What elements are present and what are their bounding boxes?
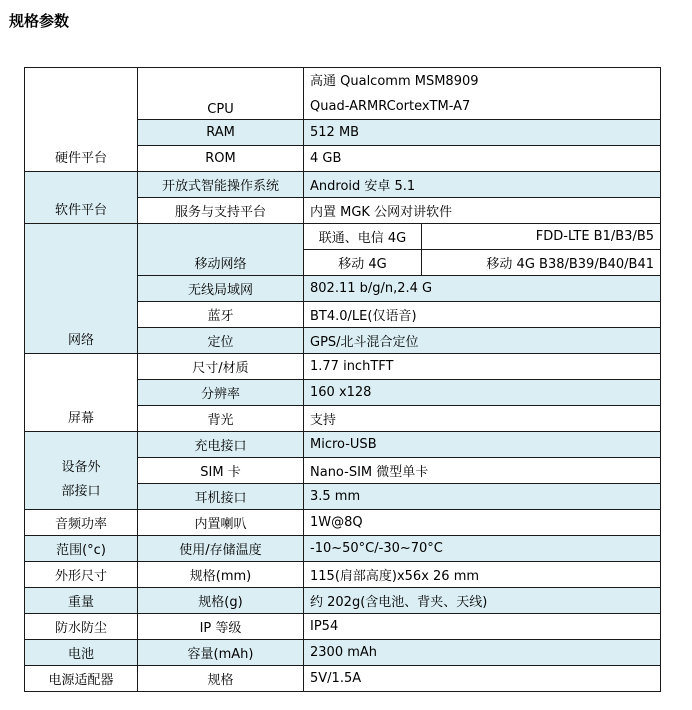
- section-hardware: 硬件平台: [25, 68, 138, 172]
- section-range: 范围(°c): [25, 536, 138, 562]
- row-value-backlight: 支持: [304, 406, 661, 432]
- row-value-screen-size: 1.77 inchTFT: [304, 354, 661, 380]
- row-value-wlan: 802.11 b/g/n,2.4 G: [304, 276, 661, 302]
- row-value-sim: Nano-SIM 微型单卡: [304, 458, 661, 484]
- section-network: 网络: [25, 224, 138, 354]
- section-io-line-2: 部接口: [61, 484, 101, 499]
- row-label-sim: SIM 卡: [138, 458, 304, 484]
- row-value-ip: IP54: [304, 614, 661, 640]
- mobile-row2-right: 移动 4G B38/B39/B40/B41: [422, 250, 661, 276]
- table-row: [25, 614, 661, 640]
- row-label-gps: 定位: [138, 328, 304, 354]
- mobile-row1-right: FDD-LTE B1/B3/B5: [422, 224, 661, 250]
- table-row: [25, 588, 661, 614]
- row-value-gps: GPS/北斗混合定位: [304, 328, 661, 354]
- row-label-dimension: 规格(mm): [138, 562, 304, 588]
- row-value-capacity: 2300 mAh: [304, 640, 661, 666]
- row-value-resolution: 160 x128: [304, 380, 661, 406]
- section-adapter: 电源适配器: [25, 666, 138, 692]
- mobile-row2-left: 移动 4G: [304, 250, 422, 276]
- section-io-line-1: 设备外: [61, 460, 101, 475]
- row-label-weight: 规格(g): [138, 588, 304, 614]
- row-label-ram: RAM: [138, 120, 304, 146]
- table-row: [25, 562, 661, 588]
- row-label-os: 开放式智能操作系统: [138, 172, 304, 198]
- row-label-charge: 充电接口: [138, 432, 304, 458]
- table-row: [25, 354, 661, 380]
- section-battery: 电池: [25, 640, 138, 666]
- row-value-weight: 约 202g(含电池、背夹、天线): [304, 588, 661, 614]
- page-title: 规格参数: [9, 12, 70, 30]
- table-row: [25, 510, 661, 536]
- table-row: [25, 224, 661, 250]
- row-value-bluetooth: BT4.0/LE(仅语音): [304, 302, 661, 328]
- row-value-service: 内置 MGK 公网对讲软件: [304, 198, 661, 224]
- table-row: [25, 172, 661, 198]
- row-label-wlan: 无线局域网: [138, 276, 304, 302]
- spec-table: [24, 67, 661, 692]
- row-value-temperature: -10~50°C/-30~70°C: [304, 536, 661, 562]
- table-row: [25, 666, 661, 692]
- table-row: [25, 68, 661, 120]
- section-software: 软件平台: [25, 172, 138, 224]
- row-label-screen-size: 尺寸/材质: [138, 354, 304, 380]
- row-value-cpu: [304, 68, 661, 120]
- row-label-earphone: 耳机接口: [138, 484, 304, 510]
- row-label-adapter: 规格: [138, 666, 304, 692]
- row-label-mobile: 移动网络: [138, 224, 304, 276]
- cpu-line-1: 高通 Qualcomm MSM8909: [310, 73, 479, 89]
- section-audio: 音频功率: [25, 510, 138, 536]
- row-label-backlight: 背光: [138, 406, 304, 432]
- row-label-rom: ROM: [138, 146, 304, 172]
- section-weight: 重量: [25, 588, 138, 614]
- row-value-rom: 4 GB: [304, 146, 661, 172]
- row-label-temperature: 使用/存储温度: [138, 536, 304, 562]
- section-size: 外形尺寸: [25, 562, 138, 588]
- row-label-bluetooth: 蓝牙: [138, 302, 304, 328]
- row-label-service: 服务与支持平台: [138, 198, 304, 224]
- row-label-resolution: 分辨率: [138, 380, 304, 406]
- section-screen: 屏幕: [25, 354, 138, 432]
- row-value-charge: Micro-USB: [304, 432, 661, 458]
- row-label-capacity: 容量(mAh): [138, 640, 304, 666]
- table-row: [25, 536, 661, 562]
- row-value-earphone: 3.5 mm: [304, 484, 661, 510]
- row-label-cpu: CPU: [138, 68, 304, 120]
- row-label-speaker: 内置喇叭: [138, 510, 304, 536]
- row-value-os: Android 安卓 5.1: [304, 172, 661, 198]
- mobile-row1-left: 联通、电信 4G: [304, 224, 422, 250]
- row-label-ip: IP 等级: [138, 614, 304, 640]
- table-row: [25, 640, 661, 666]
- row-value-adapter: 5V/1.5A: [304, 666, 661, 692]
- section-waterproof: 防水防尘: [25, 614, 138, 640]
- row-value-dimension: 115(肩部高度)x56x 26 mm: [304, 562, 661, 588]
- row-value-speaker: 1W@8Q: [304, 510, 661, 536]
- table-row: [25, 432, 661, 458]
- section-io: [25, 432, 138, 510]
- row-value-ram: 512 MB: [304, 120, 661, 146]
- cpu-line-2: Quad-ARMRCortexTM-A7: [310, 98, 471, 114]
